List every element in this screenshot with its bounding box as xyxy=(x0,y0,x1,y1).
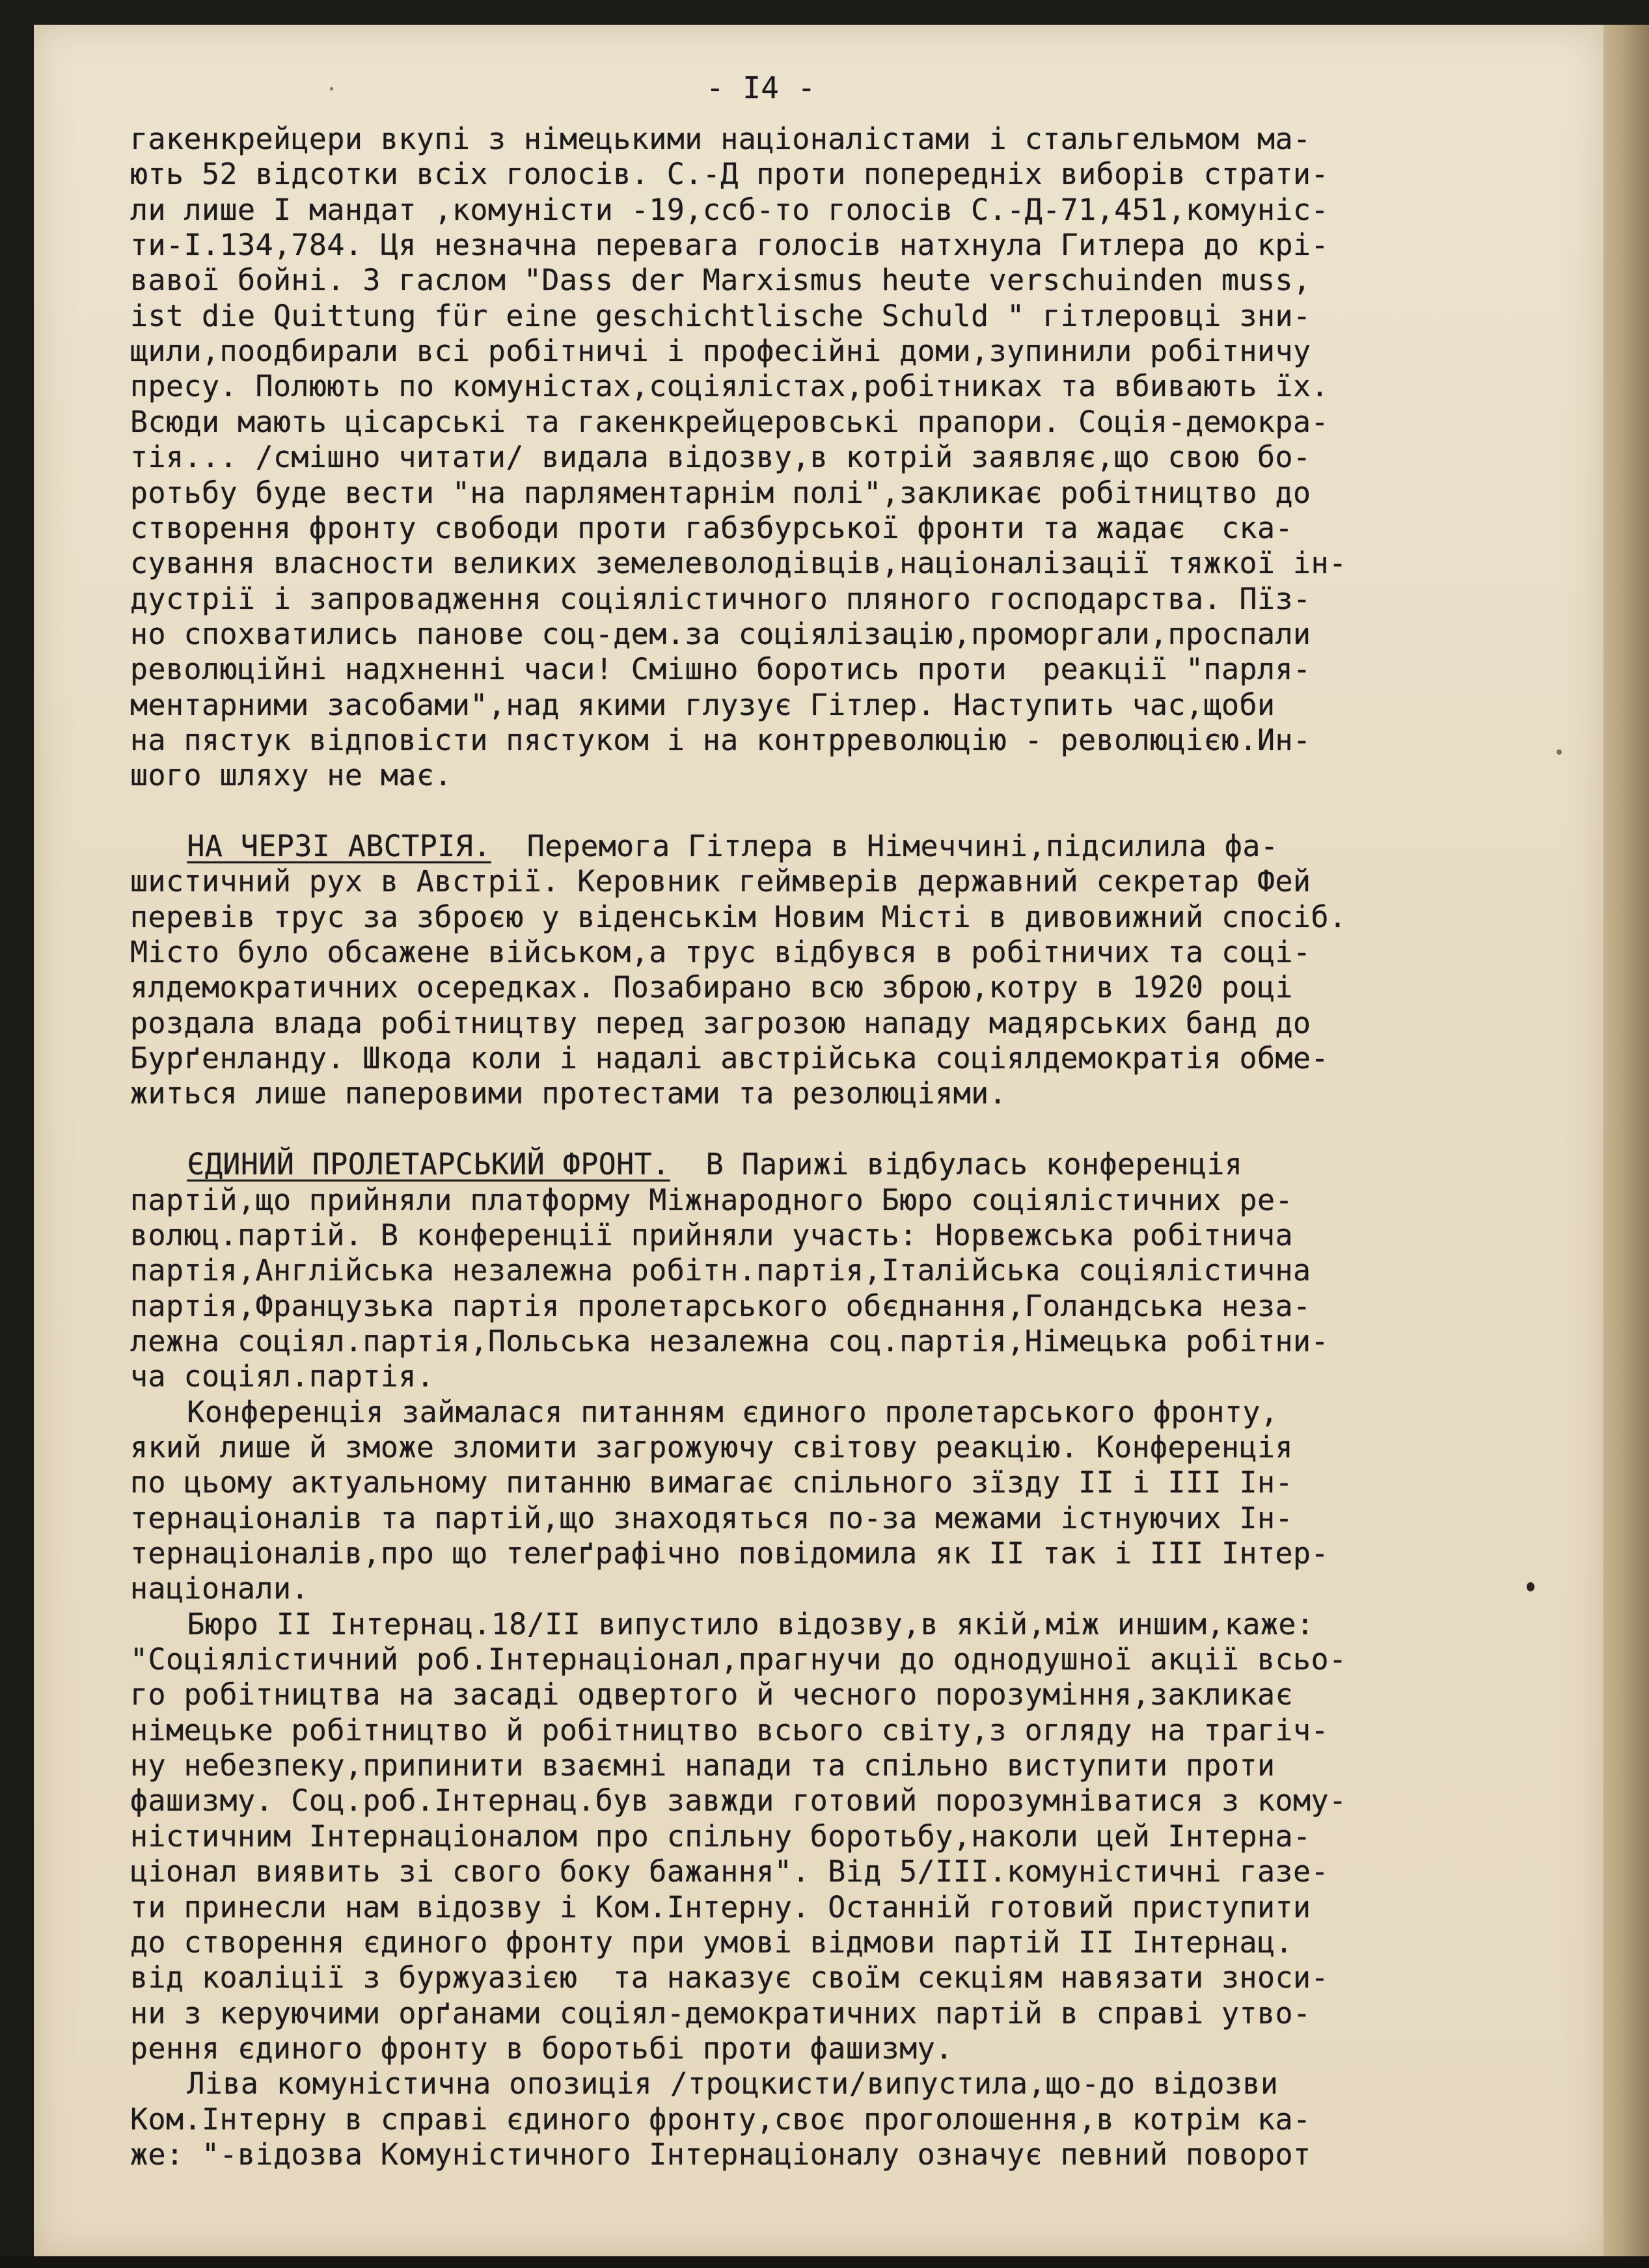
line-text: партій,що прийняли платформу Міжнародного Бюро соціялістичних ре- xyxy=(130,1182,1293,1217)
line-text: но спохватились панове соц-дем.за соціялізацію,проморгали,проспали xyxy=(130,616,1311,651)
line-text: який лише й зможе зломити загрожуючу світову реакцію. Конференція xyxy=(130,1429,1293,1465)
line-text: створення фронту свободи проти габзбурської фронти та жадає ска- xyxy=(130,510,1293,545)
text-line xyxy=(130,1748,1275,1784)
line-text: тернаціоналів,про що телеґрафічно повідомила як II так і III Інтер- xyxy=(130,1536,1329,1571)
line-text: Всюди мають цісарські та гакенкрейцеровські прапори. Соція-демокра- xyxy=(130,404,1329,439)
text-line xyxy=(130,581,1311,617)
text-line xyxy=(187,1146,1242,1183)
line-text: го робітництва на засаді одвертого й чесного порозуміння,закликає xyxy=(130,1677,1293,1712)
text-line xyxy=(130,1995,1311,2032)
text-line xyxy=(130,475,1311,511)
text-line xyxy=(130,227,1329,263)
text-line xyxy=(130,1535,1329,1572)
text-line xyxy=(130,1040,1329,1077)
text-line xyxy=(130,616,1311,653)
line-text: пресу. Полюють по комуністах,соціялістах,робітниках та вбивають їх. xyxy=(130,369,1329,404)
line-text: же: "-відозва Комуністичного Інтернаціоналу означує певний поворот xyxy=(130,2137,1311,2172)
line-text: Бюро II Інтернац.18/II випустило відозву,в якій,між иншим,каже: xyxy=(187,1606,1315,1641)
text-line xyxy=(130,262,1311,299)
text-line xyxy=(130,192,1329,228)
text-line xyxy=(130,404,1329,440)
page-number: - I4 - xyxy=(706,70,816,105)
line-text: В Парижі відбулась конференція xyxy=(670,1147,1243,1182)
text-line xyxy=(130,899,1346,936)
line-text: рення єдиного фронту в боротьбі проти фашизму. xyxy=(130,2031,953,2066)
line-text: Конференція займалася питанням єдиного пролетарського фронту, xyxy=(187,1394,1279,1429)
text-line xyxy=(130,1429,1293,1466)
line-text: роздала влада робітництву перед загрозою нападу мадярських банд до xyxy=(130,1005,1311,1040)
line-text: гакенкрейцери вкупі з німецькими націоналістами і стальгельмом ма- xyxy=(130,122,1311,156)
text-line xyxy=(130,1288,1311,1325)
text-line xyxy=(130,1252,1311,1289)
section-heading: НА ЧЕРЗІ АВСТРІЯ. xyxy=(187,829,491,863)
text-line xyxy=(130,510,1293,547)
text-line xyxy=(187,2066,1278,2102)
text-line xyxy=(130,1005,1311,1042)
line-text: фашизму. Соц.роб.Інтернац.був завжди готовий порозумніватися з кому- xyxy=(130,1783,1347,1818)
text-line xyxy=(130,1465,1293,1501)
text-line xyxy=(130,1358,434,1395)
text-line xyxy=(130,1818,1311,1855)
line-text: Перемога Гітлера в Німеччині,підсилила фа- xyxy=(491,829,1279,863)
text-line xyxy=(130,368,1329,405)
line-text: націонали. xyxy=(130,1571,309,1606)
text-line xyxy=(130,722,1311,759)
text-line xyxy=(130,545,1346,582)
text-line xyxy=(187,828,1278,865)
line-text: дустрії і запровадження соціялістичного пляного господарства. Пїз- xyxy=(130,581,1311,616)
text-line xyxy=(130,2101,1311,2138)
text-line xyxy=(130,1889,1311,1926)
line-text: ментарними засобами",над якими глузує Гітлер. Наступить час,щоби xyxy=(130,687,1275,722)
text-line xyxy=(130,1924,1293,1961)
line-text: Ліва комуністична опозиція /троцкисти/випустила,що-до відозви xyxy=(187,2066,1279,2101)
text-line xyxy=(130,439,1311,476)
speck-mark xyxy=(1527,1582,1534,1591)
line-text: "Соціялістичний роб.Інтернаціонал,прагнучи до однодушної акції всьо- xyxy=(130,1642,1347,1677)
line-text: перевів трус за зброєю у віденськім Новим Місті в дивовижний спосіб. xyxy=(130,899,1347,934)
line-text: шого шляху не має. xyxy=(130,758,452,793)
text-line xyxy=(130,969,1293,1006)
line-text: ністичним Інтернаціоналом про спільну боротьбу,наколи цей Інтерна- xyxy=(130,1818,1311,1854)
text-line xyxy=(130,333,1311,370)
text-line xyxy=(130,757,452,794)
text-line xyxy=(130,651,1311,688)
line-text: ча соціял.партія. xyxy=(130,1359,435,1394)
line-text: вавої бойні. З гаслом "Dass der Marxismus heute verschuinden muss, xyxy=(130,263,1311,298)
text-line xyxy=(130,1783,1346,1819)
line-text: шистичний рух в Австрії. Керовник геймверів державний секретар Фей xyxy=(130,864,1311,899)
line-text: лежна соціял.партія,Польська незалежна соц.партія,Німецька робітни- xyxy=(130,1323,1329,1358)
line-text: до створення єдиного фронту при умові відмови партій II Інтернац. xyxy=(130,1924,1293,1960)
speck-mark xyxy=(330,87,333,90)
text-line xyxy=(130,156,1329,193)
text-line xyxy=(130,1854,1329,1890)
line-text: революційні надхненні часи! Смішно боротись проти реакції "парля- xyxy=(130,652,1311,687)
text-line xyxy=(130,1182,1293,1219)
text-line xyxy=(130,1075,1007,1112)
text-line xyxy=(130,2031,953,2067)
text-line xyxy=(130,1323,1329,1360)
line-text: сування власности великих земелеволодівців,націоналізації тяжкої ін- xyxy=(130,546,1347,581)
text-line xyxy=(130,934,1311,971)
line-text: житься лише паперовими протестами та резолюціями. xyxy=(130,1076,1007,1111)
text-line xyxy=(130,1712,1329,1749)
text-line xyxy=(130,1217,1293,1254)
line-text: на пястук відповісти пястуком і на контрреволюцію - революцією.Ин- xyxy=(130,722,1311,757)
text-line xyxy=(130,1571,309,1607)
text-line xyxy=(130,863,1311,900)
line-text: щили,поодбирали всі робітничі і професійні доми,зупинили робітничу xyxy=(130,334,1311,369)
line-text: ни з керуючими орґанами соціял-демократичних партій в справі утво- xyxy=(130,1995,1311,2031)
text-line xyxy=(130,2137,1311,2173)
text-line xyxy=(130,687,1275,723)
speck-mark xyxy=(1557,749,1562,755)
section-heading: ЄДИНИЙ ПРОЛЕТАРСЬКИЙ ФРОНТ. xyxy=(187,1147,670,1182)
line-text: ротьбу буде вести "на парляментарнім полі",закликає робітництво до xyxy=(130,475,1311,510)
line-text: німецьке робітництво й робітництво всього світу,з огляду на трагіч- xyxy=(130,1712,1329,1748)
line-text: ли лише I мандат ,комуністи -19,ссб-то голосів С.-Д-71,451,комуніс- xyxy=(130,192,1329,227)
line-text: партія,Англійська незалежна робітн.партія,Італійська соціялістична xyxy=(130,1253,1311,1288)
text-line xyxy=(187,1394,1278,1431)
line-text: ist die Quittung für eine geschichtlische Schuld " гітлеровці зни- xyxy=(130,298,1311,333)
text-line xyxy=(130,298,1311,334)
line-text: від коаліції з буржуазією та наказує своїм секціям навязати зноси- xyxy=(130,1960,1329,1995)
line-text: ялдемократичних осередках. Позабирано всю зброю,котру в 1920 році xyxy=(130,970,1293,1005)
text-line xyxy=(130,1677,1293,1713)
line-text: ють 52 відсотки всіх голосів. С.-Д проти попередніх виборів страти- xyxy=(130,157,1329,192)
line-text: тія... /смішно читати/ видала відозву,в котрій заявляє,що свою бо- xyxy=(130,440,1311,475)
text-line xyxy=(130,1500,1293,1537)
line-text: тернаціоналів та партій,що знаходяться по-за межами істнуючих Ін- xyxy=(130,1500,1293,1535)
line-text: волюц.партій. В конференції прийняли участь: Норвежська робітнича xyxy=(130,1217,1293,1252)
line-text: партія,Французька партія пролетарського обєднання,Голандська неза- xyxy=(130,1288,1311,1323)
text-line xyxy=(130,121,1311,157)
line-text: Ком.Інтерну в справі єдиного фронту,своє проголошення,в котрім ка- xyxy=(130,2101,1311,2137)
text-line xyxy=(187,1606,1314,1643)
line-text: ти-I.134,784. Ця незначна перевага голосів натхнула Гитлера до крі- xyxy=(130,228,1329,263)
line-text: ти принесли нам відозву і Ком.Інтерну. Останній готовий приступити xyxy=(130,1889,1311,1924)
line-text: ціонал виявить зі свого боку бажання". Від 5/III.комуністичні газе- xyxy=(130,1854,1329,1889)
text-line xyxy=(130,1960,1329,1996)
line-text: ну небезпеку,припинити взаємні напади та спільно виступити проти xyxy=(130,1748,1275,1783)
line-text: Бурґенланду. Шкода коли і надалі австрійська соціялдемократія обме- xyxy=(130,1041,1329,1076)
text-line xyxy=(130,1641,1346,1678)
line-text: Місто було обсажене військом,а трус відбувся в робітничих та соці- xyxy=(130,935,1311,970)
line-text: по цьому актуальному питанню вимагає спільного зїзду II і III Ін- xyxy=(130,1465,1293,1500)
